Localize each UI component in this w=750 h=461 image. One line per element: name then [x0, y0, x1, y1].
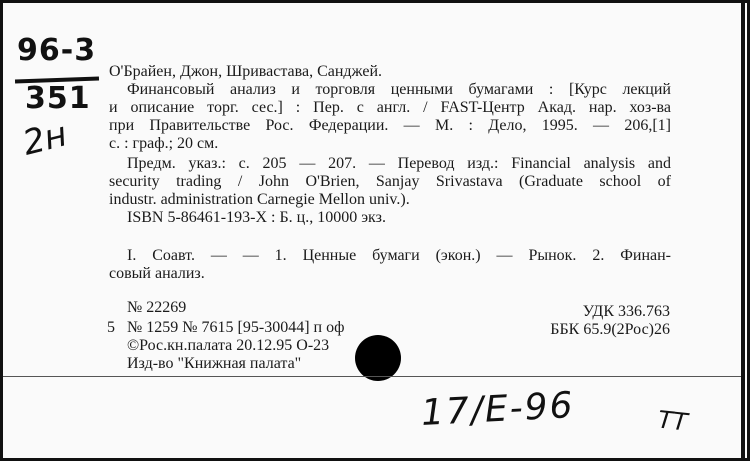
card-edge: [741, 3, 745, 461]
author-heading: О'Брайен, Джон, Шривастава, Санджей.: [109, 63, 383, 80]
note-line-3: industr. administration Carnegie Mellon univ.).: [109, 191, 410, 208]
udk-code: УДК 336.763: [582, 303, 670, 320]
divider-line: [3, 376, 745, 377]
title-line-3: при Правительстве Рос. Федерации. — М. : Дело, 1995. — 206,[1]: [109, 117, 671, 134]
title-line-1: Финансовый анализ и торговля ценными бумагами : [Курс лекций: [127, 81, 671, 98]
ink-blot: [355, 335, 401, 381]
shelf-mark-bottom: 351: [25, 81, 91, 116]
shelf-mark-top: 96-3: [17, 33, 97, 68]
tail-mark: ТТ: [656, 405, 689, 437]
note-line-2: security trading / John O'Brien, Sanjay Srivastava (Graduate school of: [109, 173, 671, 190]
book-chamber-line: ©Рос.кн.палата 20.12.95 О-23: [127, 337, 330, 354]
title-line-2: и описание торг. сес.] : Пер. с англ. / FAST-Центр Акад. нар. хоз-ва: [109, 99, 671, 116]
isbn-line: ISBN 5-86461-193-X : Б. ц., 10000 экз.: [127, 209, 386, 226]
tracings-line-1: I. Соавт. — — 1. Ценные бумаги (экон.) — Рынок. 2. Финан-: [127, 247, 671, 264]
copy-mark: 2н: [18, 114, 72, 164]
publisher-line: Изд-во "Книжная палата": [127, 355, 302, 372]
registration-mark: 17/Е-96: [420, 385, 576, 434]
card-number: № 22269: [127, 299, 187, 316]
title-line-4: с. : граф.; 20 см.: [109, 135, 219, 152]
tracings-line-2: совый анализ.: [109, 265, 205, 282]
note-line-1: Предм. указ.: с. 205 — 207. — Перевод изд.: Financial analysis and: [127, 155, 671, 172]
order-line: № 1259 № 7615 [95-30044] п оф: [127, 319, 345, 336]
copies-count: 5: [107, 319, 115, 336]
bbk-code: ББК 65.9(2Рос)26: [550, 321, 670, 338]
